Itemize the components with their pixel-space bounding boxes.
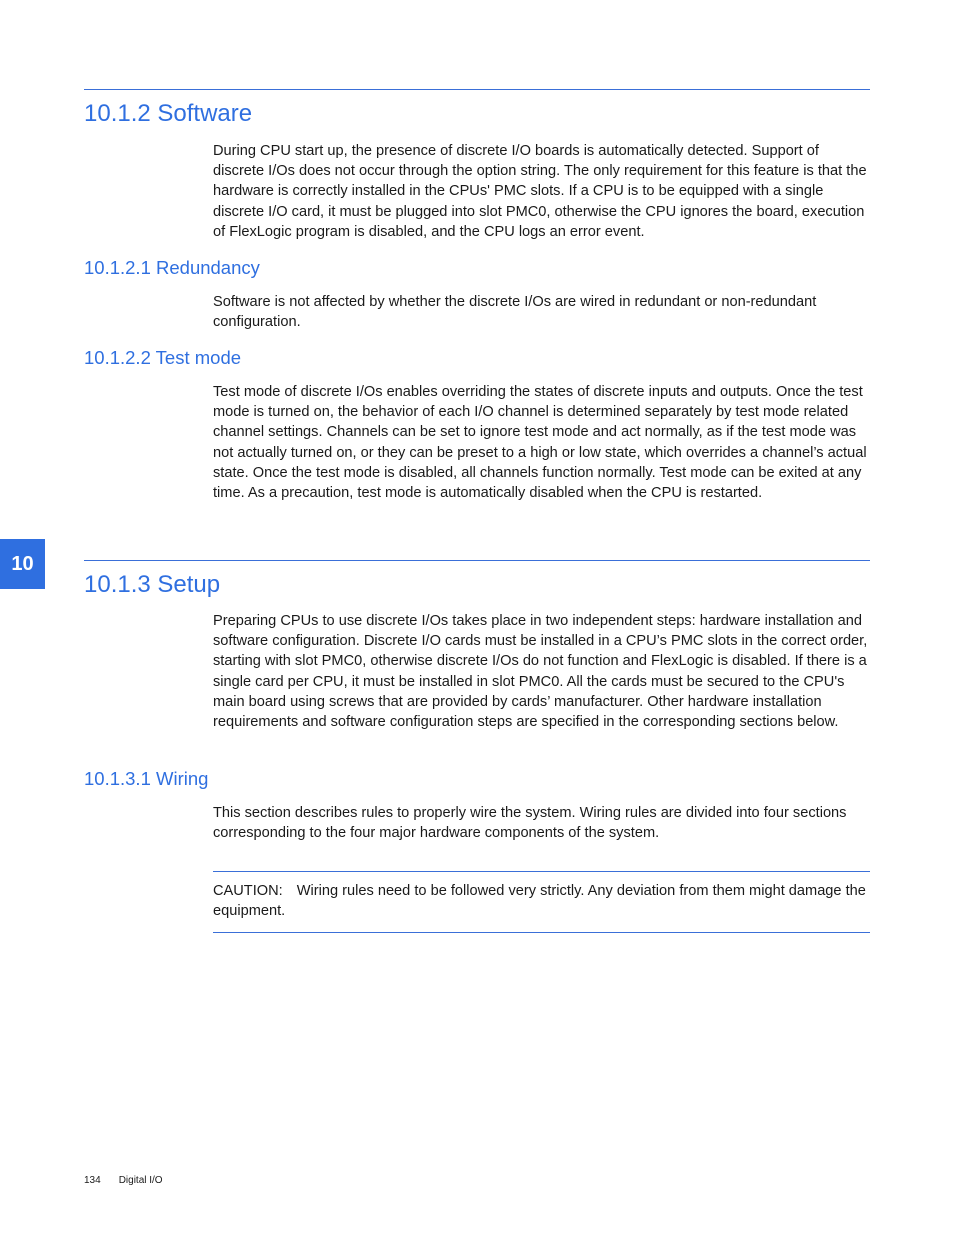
heading-software: 10.1.2 Software <box>84 100 253 127</box>
page-number: 134 <box>84 1175 101 1186</box>
paragraph-redundancy: Software is not affected by whether the discrete I/Os are wired in redundant or non-redundant configuration. <box>213 294 817 331</box>
caution-label: CAUTION: <box>213 883 283 899</box>
page-footer <box>84 1175 163 1186</box>
footer-chapter-name: Digital I/O <box>118 1175 163 1186</box>
caution-top-rule <box>213 871 870 872</box>
paragraph-wiring: This section describes rules to properly wire the system. Wiring rules are divided into four sections corresponding to the four major hardware components of the system. <box>213 805 847 842</box>
heading-wiring: 10.1.3.1 Wiring <box>84 768 209 789</box>
paragraph-software: During CPU start up, the presence of discrete I/O boards is automatically detected. Support of discrete I/Os does not occur through the option string. The only requirement for this feature is that the hardware is correctly installed in the CPUs' PMC slots. If a CPU is to be equipped with a single discrete I/O card, it must be plugged into slot PMC0, otherwise the CPU ignores the board, execution of FlexLogic program is disabled, and the CPU logs an error event. <box>213 143 867 240</box>
heading-redundancy: 10.1.2.1 Redundancy <box>84 257 260 278</box>
caution-text: Wiring rules need to be followed very strictly. Any deviation from them might damage the equipment. <box>213 883 866 920</box>
caution-bottom-rule <box>213 932 870 933</box>
paragraph-setup: Preparing CPUs to use discrete I/Os takes place in two independent steps: hardware installation and software configuration. Discrete I/O cards must be installed in a CPU’s PMC slots in the correct order, starting with slot PMC0, otherwise discrete I/Os do not function and FlexLogic is disabled. If there is a single card per CPU, it must be installed in slot PMC0. All the cards must be secured to the CPU's main board using screws that are provided by cards’ manufacturer. Other hardware installation requirements and software configuration steps are specified in the corresponding sections below. <box>213 613 868 731</box>
chapter-tab: 10 <box>0 539 45 589</box>
top-rule <box>84 89 870 90</box>
caution-note <box>213 881 871 921</box>
paragraph-test-mode: Test mode of discrete I/Os enables overriding the states of discrete inputs and outputs. Once the test mode is turned on, the behavior of each I/O channel is determined separately by test mode related channel settings. Channels can be set to ignore test mode and act normally, as if the test mode was not actually turned on, or they can be preset to a high or low state, which overrides a channel’s actual state. Once the test mode is disabled, all channels function normally. Test mode can be exited at any time. As a precaution, test mode is automatically disabled when the CPU is restarted. <box>213 384 867 502</box>
setup-rule <box>84 560 870 561</box>
heading-setup: 10.1.3 Setup <box>84 571 221 598</box>
heading-test-mode: 10.1.2.2 Test mode <box>84 347 242 368</box>
